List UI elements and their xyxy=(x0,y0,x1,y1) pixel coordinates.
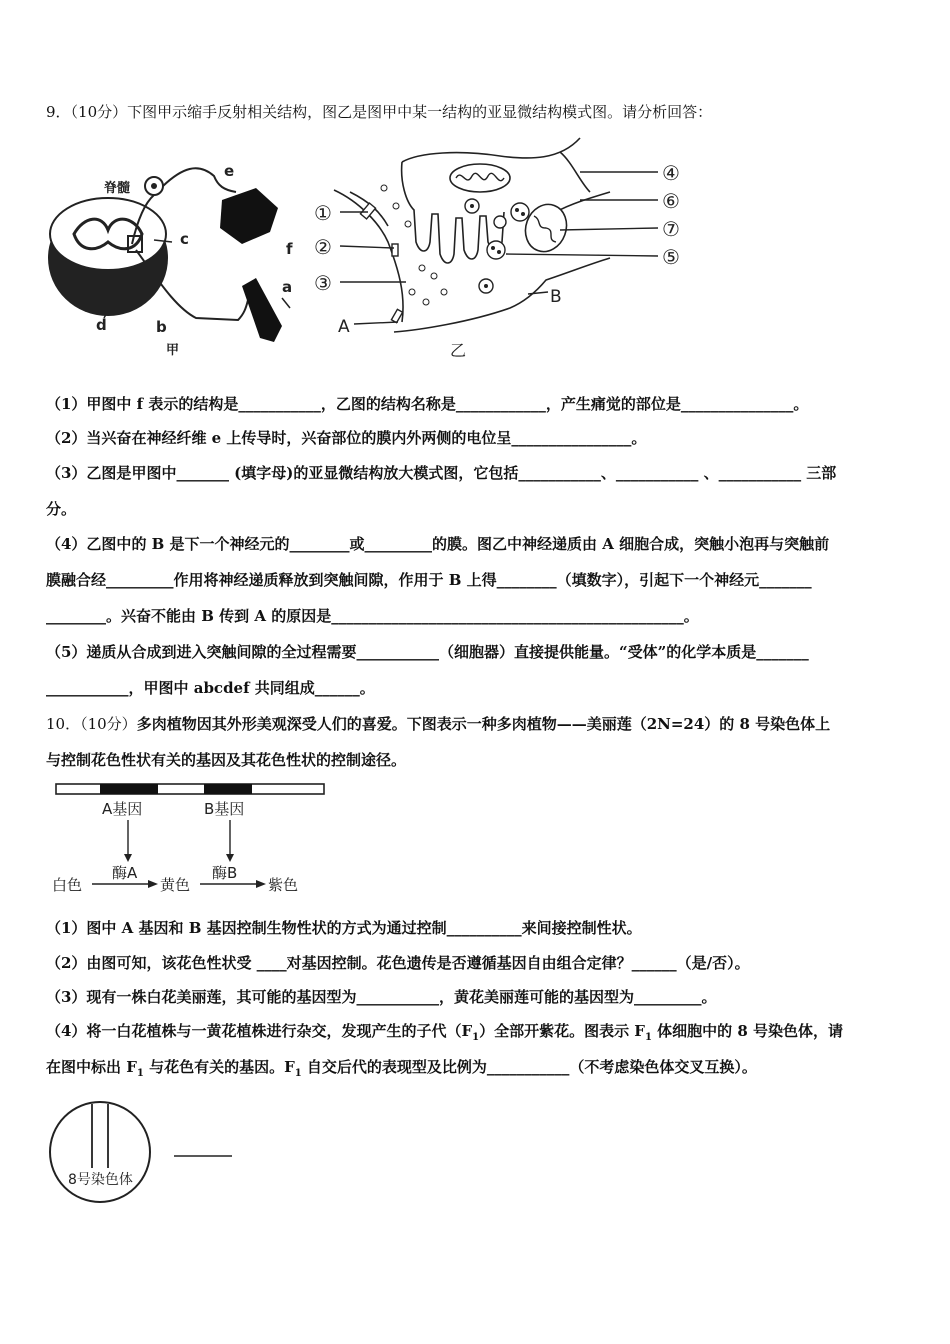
chromosome-bar xyxy=(56,784,324,794)
q10-p1: （1）图中 A 基因和 B 基因控制生物性状的方式为通过控制__________来间接控制性状。 xyxy=(46,919,642,937)
q9-number: 9． xyxy=(46,103,71,121)
label-b: b xyxy=(156,318,167,336)
color-yellow: 黄色 xyxy=(160,876,191,894)
q10-number: 10． xyxy=(46,715,81,733)
q9-p2: （2）当兴奋在神经纤维 e 上传导时，兴奋部位的膜内外两侧的电位呈________________。 xyxy=(46,429,647,447)
label-4: ④ xyxy=(662,161,680,185)
q9-p4a: （4）乙图中的 B 是下一个神经元的________或_________的膜。图乙中神经递质由 A 细胞合成，突触小泡再与突触前 xyxy=(46,535,830,553)
label-B: B xyxy=(550,287,562,307)
label-A: A xyxy=(338,317,350,337)
enzyme-b-label: 酶B xyxy=(212,864,238,882)
cell-label: 8号染色体 xyxy=(68,1172,133,1188)
label-d: d xyxy=(96,316,107,334)
q10-p4b-post: 自交后代的表现型及比例为___________（不考虑染色体交叉互换）。 xyxy=(301,1058,757,1076)
q10-p4b-sub2: 1 xyxy=(294,1068,302,1079)
figure-cell xyxy=(46,1096,246,1208)
label-3: ③ xyxy=(314,271,332,295)
label-e: e xyxy=(224,162,235,180)
label-6: ⑥ xyxy=(662,189,680,213)
q9-p3a: （3）乙图是甲图中_______ (填字母)的亚显微结构放大模式图，它包括___________、___________ 、___________ 三部 xyxy=(46,464,837,482)
gene-b-band xyxy=(204,784,252,794)
q10-p2: （2）由图可知，该花色性状受 ____对基因控制。花色遗传是否遵循基因自由组合定律？______（是/否）。 xyxy=(46,954,750,972)
q9-score: （10分） xyxy=(70,103,128,121)
q10-stem-b: 与控制花色性状有关的基因及其花色性状的控制途径。 xyxy=(46,751,407,769)
figure-jia xyxy=(46,148,306,362)
q10-p4a-post: 体细胞中的 8 号染色体，请 xyxy=(651,1022,844,1040)
q10-p4a xyxy=(46,1021,908,1048)
gene-b-label: B基因 xyxy=(204,800,245,818)
label-1: ① xyxy=(314,201,332,225)
label-a: a xyxy=(282,278,293,296)
label-2: ② xyxy=(314,235,332,259)
q9-p1: （1）甲图中 f 表示的结构是___________，乙图的结构名称是____________，产生痛觉的部位是_______________。 xyxy=(46,395,809,413)
label-f: f xyxy=(286,240,293,258)
q9-p4b: 膜融合经_________作用将神经递质释放到突触间隙，作用于 B 上得________（填数字），引起下一个神经元_______ xyxy=(46,571,812,589)
figure-pathway xyxy=(46,780,336,900)
q9-p5b: ___________，甲图中 abcdef 共同组成______。 xyxy=(46,679,375,697)
mitochondrion-1 xyxy=(450,164,510,192)
q10-stem-text-a: 多肉植物因其外形美观深受人们的喜爱。下图表示一种多肉植物——美丽莲（2N=24）的 8 号染色体上 xyxy=(136,715,831,733)
q9-stem-text: 下图甲示缩手反射相关结构，图乙是图甲中某一结构的亚显微结构模式图。请分析回答： xyxy=(127,103,713,121)
q10-p4a-pre: （4）将一白花植株与一黄花植株进行杂交，发现产生的子代（F xyxy=(46,1022,473,1040)
q9-p5a: （5）递质从合成到进入突触间隙的全过程需要___________（细胞器）直接提供能量。“受体”的化学本质是_______ xyxy=(46,643,809,661)
label-c: c xyxy=(180,230,189,248)
q10-p3: （3）现有一株白花美丽莲，其可能的基因型为___________，黄花美丽莲可能的基因型为_________。 xyxy=(46,988,717,1006)
color-purple: 紫色 xyxy=(268,876,299,894)
q9-p3b: 分。 xyxy=(46,500,77,518)
q9-p4c: ________。兴奋不能由 B 传到 A 的原因是_______________________________________________。 xyxy=(46,607,699,625)
enzyme-a-label: 酶A xyxy=(112,864,138,882)
effector-a-shape xyxy=(242,278,282,342)
q10-stem-a xyxy=(46,714,908,734)
q10-p4b-mid: 与花色有关的基因。F xyxy=(143,1058,295,1076)
q10-p4a-sub2: 1 xyxy=(644,1032,652,1043)
gene-a-band xyxy=(100,784,158,794)
caption-yi: 乙 xyxy=(450,341,467,360)
q10-p4b xyxy=(46,1057,908,1084)
q10-score: （10分） xyxy=(80,715,137,733)
q10-p4a-mid: ）全部开紫花。图表示 F xyxy=(479,1022,645,1040)
caption-jia: 甲 xyxy=(166,343,180,358)
label-7: ⑦ xyxy=(662,217,680,241)
receptor-f-shape xyxy=(220,188,278,244)
spinal-label: 脊髓 xyxy=(104,181,131,196)
gene-a-label: A基因 xyxy=(102,800,143,818)
figure-yi xyxy=(310,132,710,364)
q9-stem xyxy=(46,102,908,122)
q10-p4b-sub: 1 xyxy=(136,1068,144,1079)
color-white: 白色 xyxy=(52,876,83,894)
label-5: ⑤ xyxy=(662,245,680,269)
q10-p4a-sub: 1 xyxy=(472,1032,480,1043)
q10-p4b-pre: 在图中标出 F xyxy=(46,1058,137,1076)
